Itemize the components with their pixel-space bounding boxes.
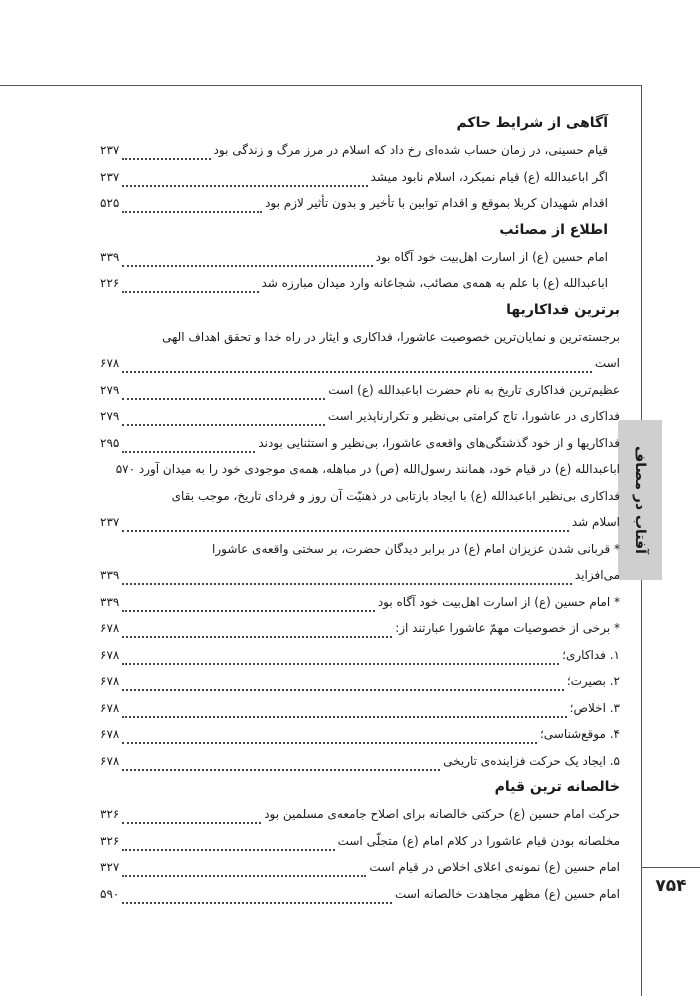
leader-dots — [122, 884, 392, 904]
entry-page: ۲۷۹ — [100, 382, 120, 397]
index-entry — [100, 615, 620, 642]
entry-text: امام حسین (ع) نمونه‌ی اعلای اخلاص در قیام است — [369, 860, 620, 874]
entry-text: عظیم‌ترین فداکاری تاریخ به نام حضرت اباعبدالله (ع) است — [328, 382, 620, 397]
leader-dots — [122, 167, 367, 187]
entry-page: ۳۲۷ — [100, 860, 120, 874]
index-entry — [100, 164, 620, 191]
entry-text: برجسته‌ترین و نمایان‌ترین خصوصیت عاشورا، فداکاری و ایثار در راه خدا و تحقق اهداف الهی — [162, 329, 620, 344]
entry-text: اباعبدالله (ع) با علم به همه‌ی مصائب، شجاعانه وارد میدان مبارزه شد — [261, 276, 608, 290]
entry-text: اباعبدالله (ع) در قیام خود، همانند رسول‌الله (ص) در مباهله، همه‌ی موجودی خود را به میدان آورد ۵۷۰ — [115, 462, 620, 476]
list-item — [100, 748, 620, 775]
entry-page: ۵۲۵ — [100, 196, 120, 210]
index-content — [100, 110, 620, 907]
index-entry — [100, 350, 620, 377]
leader-dots — [122, 193, 262, 213]
leader-dots — [122, 406, 324, 426]
entry-text: حرکت امام حسین (ع) حرکتی خالصانه برای اصلاح جامعه‌ی مسلمین بود — [264, 807, 620, 821]
entry-page: ۲۷۹ — [100, 409, 120, 423]
section-heading: اطلاع از مصائب — [499, 221, 608, 238]
page-number-rule — [641, 867, 700, 868]
entry-text: امام حسین (ع) مظهر مجاهدت خالصانه است — [394, 886, 620, 901]
side-tab-title: آفتاب در مصاف — [632, 446, 648, 554]
entry-text: قیام حسینی، در زمان حساب شده‌ای رخ داد که اسلام در مرز مرگ و زندگی بود — [213, 143, 608, 157]
list-item — [100, 695, 620, 722]
leader-dots — [122, 831, 334, 851]
leader-dots — [122, 724, 537, 744]
leader-dots — [122, 353, 591, 373]
entry-text: می‌افزاید — [574, 568, 620, 582]
entry-page: ۶۷۸ — [100, 700, 120, 715]
entry-text: ۲. بصیرت؛ — [566, 674, 620, 688]
side-tab — [618, 420, 662, 580]
entry-text: فداکاریها و از خود گذشتگی‌های واقعه‌ی عاشورا، بی‌نظیر و استثنایی بودند — [258, 435, 620, 450]
section-heading: برترین فداکاریها — [506, 301, 620, 318]
leader-dots — [122, 565, 572, 585]
entry-page: ۳۳۹ — [100, 594, 120, 609]
leader-dots — [122, 247, 372, 267]
entry-text: مخلصانه بودن قیام عاشورا در کلام امام (ع) متجلّی است — [337, 833, 620, 848]
list-item — [100, 721, 620, 748]
entry-text: است — [594, 356, 620, 370]
entry-page: ۳۳۹ — [100, 568, 120, 582]
index-entry — [100, 244, 620, 271]
index-entry — [100, 190, 620, 217]
entry-page: ۶۷۸ — [100, 621, 120, 635]
leader-dots — [122, 857, 366, 877]
index-entry — [100, 589, 620, 616]
entry-text: ۴. موقع‌شناسی؛ — [539, 727, 620, 741]
leader-dots — [122, 751, 440, 771]
section-heading: آگاهی از شرایط حاکم — [456, 115, 608, 131]
entry-text: * امام حسین (ع) از اسارت اهل‌بیت خود آگاه بود — [377, 594, 620, 609]
entry-text: اسلام شد — [571, 515, 620, 529]
index-entry — [100, 509, 620, 536]
entry-text: امام حسین (ع) از اسارت اهل‌بیت خود آگاه بود — [375, 249, 608, 264]
index-entry — [100, 881, 620, 908]
index-entry — [100, 137, 620, 164]
leader-dots — [122, 592, 374, 612]
entry-page: ۶۷۸ — [100, 753, 120, 768]
leader-dots — [122, 618, 392, 638]
entry-page: ۲۹۵ — [100, 435, 120, 450]
index-entry — [100, 430, 620, 457]
entry-page: ۲۲۶ — [100, 276, 120, 290]
entry-text: اقدام شهیدان کربلا بموقع و اقدام توابین با تأخیر و بدون تأثیر لازم بود — [265, 196, 608, 210]
index-entry — [100, 270, 620, 297]
leader-dots — [122, 671, 563, 691]
entry-page: ۲۳۷ — [100, 143, 120, 157]
entry-page: ۶۷۸ — [100, 727, 120, 741]
entry-page: ۶۷۸ — [100, 647, 120, 662]
index-entry — [100, 562, 620, 589]
entry-page: ۵۹۰ — [100, 886, 120, 901]
entry-text: ۵. ایجاد یک حرکت فزاینده‌ی تاریخی — [443, 753, 620, 768]
entry-page: ۲۳۷ — [100, 169, 120, 184]
top-rule — [0, 85, 641, 86]
entry-text: اگر اباعبدالله (ع) قیام نمیکرد، اسلام نابود میشد — [370, 169, 608, 184]
index-entry — [100, 854, 620, 881]
leader-dots — [122, 698, 566, 718]
entry-page: ۳۲۶ — [100, 833, 120, 848]
index-entry — [100, 377, 620, 404]
list-item — [100, 668, 620, 695]
list-item — [100, 642, 620, 669]
entry-page: ۳۳۹ — [100, 249, 120, 264]
leader-dots — [122, 804, 261, 824]
leader-dots — [122, 380, 325, 400]
entry-text: ۳. اخلاص؛ — [569, 700, 620, 715]
entry-text: * برخی از خصوصیات مهمّ عاشورا عبارتند از: — [395, 621, 620, 635]
entry-page: ۶۷۸ — [100, 356, 120, 370]
entry-page: ۶۷۸ — [100, 674, 120, 688]
entry-text: * قربانی شدن عزیزان امام (ع) در برابر دیدگان حضرت، بر سختی واقعه‌ی عاشورا — [212, 541, 620, 556]
entry-text: فداکاری در عاشورا، تاج کرامتی بی‌نظیر و تکرارناپذیر است — [327, 409, 620, 423]
leader-dots — [122, 140, 210, 160]
leader-dots — [122, 433, 255, 453]
index-entry — [100, 801, 620, 828]
entry-page: ۲۳۷ — [100, 515, 120, 529]
entry-page: ۳۲۶ — [100, 807, 120, 821]
index-entry — [100, 828, 620, 855]
page-number: ۷۵۴ — [655, 876, 687, 896]
section-heading: خالصانه ترین قیام — [494, 779, 620, 795]
leader-dots — [122, 645, 559, 665]
entry-text: فداکاری بی‌نظیر اباعبدالله (ع) با ایجاد بازتابی در ذهنیّت آن روز و فردای تاریخ، موجب بقای — [171, 488, 620, 503]
leader-dots — [122, 512, 569, 532]
entry-text: ۱. فداکاری؛ — [562, 647, 620, 662]
index-entry — [100, 403, 620, 430]
leader-dots — [122, 273, 258, 293]
